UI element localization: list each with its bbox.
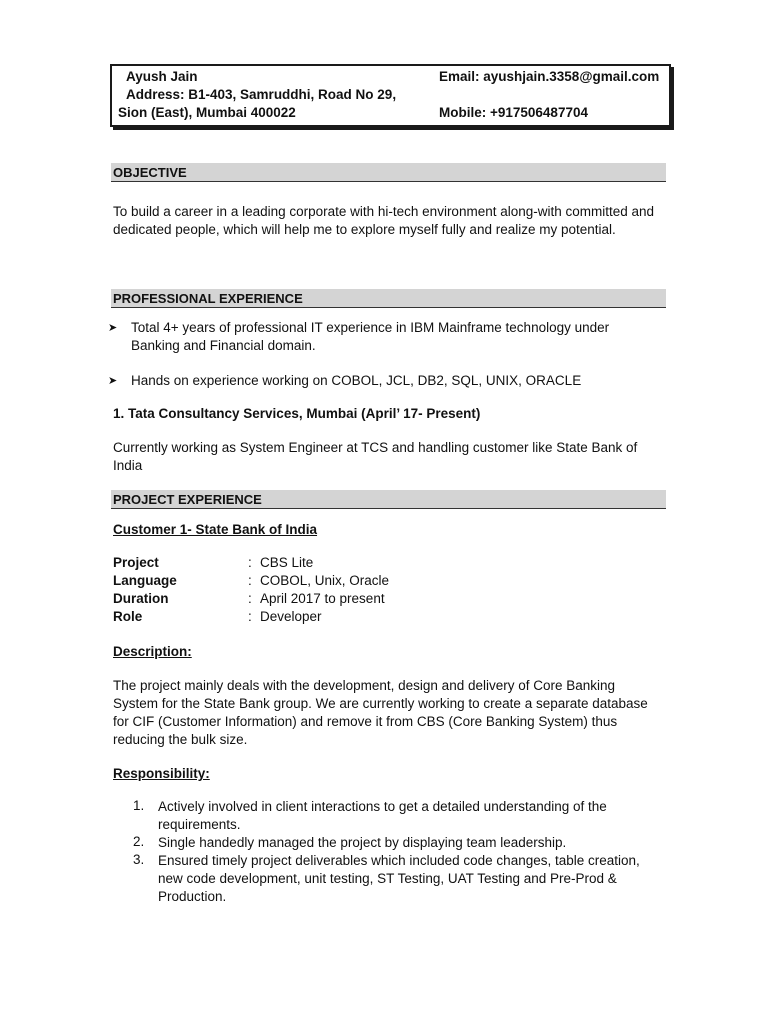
detail-separator: : xyxy=(248,591,252,606)
experience-bullet-text: Total 4+ years of professional IT experience in IBM Mainframe technology under Banking and Financial domain. xyxy=(131,320,610,353)
responsibility-number: 1. xyxy=(133,798,145,813)
detail-value: Developer xyxy=(260,609,322,624)
customer-title: Customer 1- State Bank of India xyxy=(113,522,318,537)
description-text: The project mainly deals with the development, design and delivery of Core Banking System for the State Bank group. We are currently working to create a separate database for CIF (Customer Information) and remove it from CBS (Core Banking System) thus reducing the bulk size. xyxy=(113,678,648,747)
detail-separator: : xyxy=(248,573,252,588)
detail-value: April 2017 to present xyxy=(260,591,385,606)
address-line-1: Address: B1-403, Samruddhi, Road No 29, xyxy=(126,87,397,102)
address-line-2: Sion (East), Mumbai 400022 xyxy=(118,105,296,120)
detail-label: Language xyxy=(113,573,177,588)
objective-heading: OBJECTIVE xyxy=(111,163,666,182)
arrow-bullet-icon: ➤ xyxy=(108,375,118,387)
detail-value: CBS Lite xyxy=(260,555,314,570)
detail-label: Project xyxy=(113,555,159,570)
detail-label: Role xyxy=(113,609,143,624)
detail-label: Duration xyxy=(113,591,169,606)
responsibility-text: Single handedly managed the project by displaying team leadership. xyxy=(158,835,567,850)
experience-bullet-text: Hands on experience working on COBOL, JCL, DB2, SQL, UNIX, ORACLE xyxy=(131,373,582,388)
company-title: 1. Tata Consultancy Services, Mumbai (April’ 17- Present) xyxy=(113,406,481,421)
arrow-bullet-icon: ➤ xyxy=(108,322,118,334)
company-text: Currently working as System Engineer at TCS and handling customer like State Bank of India xyxy=(113,440,638,473)
email: Email: ayushjain.3358@gmail.com xyxy=(439,69,660,84)
responsibility-heading: Responsibility: xyxy=(113,766,210,781)
candidate-name: Ayush Jain xyxy=(126,69,198,84)
detail-separator: : xyxy=(248,555,252,570)
responsibility-number: 2. xyxy=(133,834,145,849)
responsibility-text: Ensured timely project deliverables which included code changes, table creation, new code development, unit testing, ST Testing, UAT Testing and Pre-Prod & Production. xyxy=(158,853,640,904)
detail-value: COBOL, Unix, Oracle xyxy=(260,573,390,588)
description-heading: Description: xyxy=(113,644,192,659)
detail-separator: : xyxy=(248,609,252,624)
objective-text: To build a career in a leading corporate with hi-tech environment along-with committed and dedicated people, which will help me to explore myself fully and realize my potential. xyxy=(113,204,655,237)
responsibility-number: 3. xyxy=(133,852,145,867)
responsibility-text: Actively involved in client interactions to get a detailed understanding of the requirements. xyxy=(158,799,607,832)
professional-experience-heading: PROFESSIONAL EXPERIENCE xyxy=(111,289,666,308)
project-experience-heading: PROJECT EXPERIENCE xyxy=(111,490,666,509)
mobile: Mobile: +917506487704 xyxy=(439,105,588,120)
